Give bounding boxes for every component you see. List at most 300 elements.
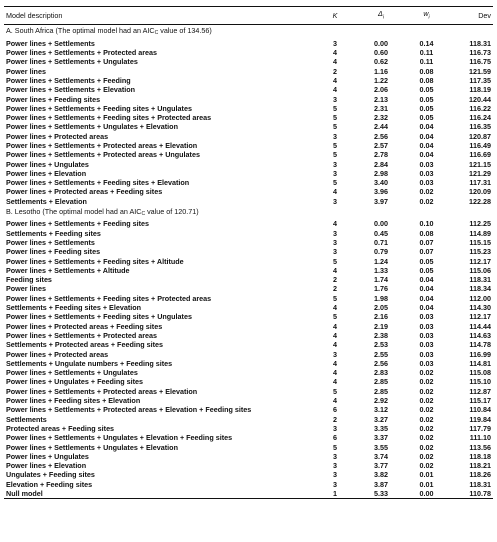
header-deviance: Dev	[449, 7, 493, 25]
deviance-cell: 112.87	[469, 386, 491, 396]
weight-cell: 0.08	[419, 228, 434, 238]
table-row	[4, 470, 493, 479]
delta-cell: 2.05	[374, 303, 388, 313]
k-cell: 4	[333, 358, 337, 368]
delta-cell: 3.27	[374, 414, 388, 424]
table-row	[4, 141, 493, 150]
deviance-cell: 110.84	[469, 405, 491, 415]
delta-cell: 2.44	[374, 122, 388, 132]
delta-cell: 1.98	[374, 293, 388, 303]
deviance-cell: 116.49	[469, 141, 491, 150]
delta-cell: 1.24	[374, 256, 388, 266]
model-description-cell: Power lines + Protected areas + Feeding sites	[6, 187, 163, 197]
k-cell: 2	[333, 66, 337, 76]
model-description-cell: Power lines + Settlements + Ungulates + Elevation	[6, 442, 178, 452]
weight-cell: 0.07	[419, 237, 434, 247]
k-cell: 6	[333, 405, 337, 415]
section-header-row	[4, 206, 493, 219]
table-row	[4, 480, 493, 489]
deviance-cell: 117.79	[469, 423, 491, 433]
table-row	[4, 39, 493, 48]
weight-cell: 0.03	[419, 330, 434, 340]
weight-cell: 0.07	[419, 247, 434, 257]
deviance-cell: 121.15	[469, 159, 491, 169]
delta-cell: 3.77	[374, 461, 388, 471]
k-cell: 4	[333, 396, 337, 406]
table-row	[4, 405, 493, 414]
weight-cell: 0.05	[419, 113, 434, 123]
table-row	[4, 132, 493, 141]
deviance-cell: 112.17	[469, 312, 491, 322]
k-cell: 2	[333, 414, 337, 424]
deviance-cell: 114.89	[469, 228, 491, 238]
delta-cell: 2.83	[374, 368, 388, 378]
delta-cell: 1.22	[374, 75, 388, 85]
table-row	[4, 359, 493, 368]
section-title-subscript: C	[141, 211, 146, 218]
delta-cell: 2.84	[374, 159, 388, 169]
header-delta: $\Delta_i$	[358, 7, 404, 25]
weight-cell: 0.03	[419, 358, 434, 368]
table-row	[4, 219, 493, 228]
k-cell: 2	[333, 284, 337, 294]
deviance-cell: 112.00	[469, 293, 491, 303]
delta-cell: 0.60	[374, 48, 388, 58]
k-cell: 3	[333, 131, 337, 141]
deviance-cell: 114.63	[469, 330, 491, 340]
table-header-row	[4, 7, 493, 25]
weight-cell: 0.02	[419, 433, 434, 443]
table-body	[4, 25, 493, 499]
deviance-cell: 116.22	[469, 103, 491, 113]
k-cell: 4	[333, 340, 337, 350]
k-cell: 3	[333, 461, 337, 471]
weight-cell: 0.04	[419, 275, 434, 285]
deviance-cell: 114.78	[469, 340, 491, 350]
model-description-cell: Power lines + Settlements + Feeding sites + Ungulates	[6, 312, 192, 322]
weight-cell: 0.11	[419, 48, 434, 58]
table-row	[4, 229, 493, 238]
deviance-cell: 116.73	[469, 48, 491, 58]
delta-cell: 2.16	[374, 312, 388, 322]
deviance-cell: 120.87	[469, 131, 491, 141]
weight-cell: 0.03	[419, 178, 434, 188]
k-cell: 3	[333, 196, 337, 206]
table-row	[4, 266, 493, 275]
model-description-cell: Elevation + Feeding sites	[6, 479, 93, 489]
model-description-cell: Power lines + Settlements + Ungulates	[6, 57, 138, 67]
k-cell: 3	[333, 479, 337, 489]
k-cell: 4	[333, 219, 337, 229]
weight-cell: 0.02	[419, 451, 434, 461]
k-cell: 5	[333, 293, 337, 303]
k-cell: 4	[333, 377, 337, 387]
model-description-cell: Power lines	[6, 284, 46, 294]
weight-cell: 0.05	[419, 85, 434, 95]
k-cell: 4	[333, 265, 337, 275]
k-cell: 3	[333, 349, 337, 359]
delta-cell: 2.56	[374, 131, 388, 141]
weight-cell: 0.03	[419, 159, 434, 169]
table-row	[4, 178, 493, 187]
deviance-cell: 117.31	[469, 178, 491, 188]
k-cell: 3	[333, 228, 337, 238]
table-row	[4, 85, 493, 94]
table-row	[4, 275, 493, 284]
delta-cell: 2.92	[374, 396, 388, 406]
delta-cell: 0.79	[374, 247, 388, 257]
delta-cell: 3.12	[374, 405, 388, 415]
weight-cell: 0.01	[419, 479, 434, 489]
table-row	[4, 452, 493, 461]
model-description-cell: Power lines + Settlements + Feeding	[6, 75, 131, 85]
k-cell: 1	[312, 489, 358, 499]
table-row	[4, 424, 493, 433]
weight-cell: 0.08	[419, 75, 434, 85]
weight-cell: 0.04	[419, 131, 434, 141]
table-row	[4, 238, 493, 247]
deviance-cell: 118.21	[469, 461, 491, 471]
deviance-cell: 119.84	[469, 414, 491, 424]
model-description-cell: Settlements + Elevation	[6, 196, 87, 206]
deviance-cell: 111.10	[469, 433, 491, 443]
k-cell: 6	[333, 433, 337, 443]
deviance-cell: 115.08	[469, 368, 491, 378]
weight-cell: 0.02	[419, 368, 434, 378]
delta-cell: 2.85	[374, 386, 388, 396]
weight-cell: 0.04	[419, 141, 434, 150]
section-title-suffix: value of 120.71)	[145, 207, 199, 217]
deviance-cell: 116.24	[469, 113, 491, 123]
k-cell: 4	[333, 368, 337, 378]
deviance-cell: 116.99	[469, 349, 491, 359]
k-cell: 4	[333, 85, 337, 95]
model-description-cell: Power lines + Settlements + Protected areas + Elevation	[6, 386, 198, 396]
table-row	[4, 368, 493, 377]
deviance-cell: 113.56	[469, 442, 491, 452]
weight-cell: 0.10	[419, 219, 434, 229]
delta-cell: 2.57	[374, 141, 388, 150]
weight-cell: 0.02	[419, 423, 434, 433]
k-cell: 5	[333, 103, 337, 113]
k-cell: 3	[333, 94, 337, 104]
table-row	[4, 489, 493, 499]
section-title	[4, 206, 493, 219]
k-cell: 5	[333, 178, 337, 188]
deviance-cell: 118.19	[469, 85, 491, 95]
weight-cell: 0.05	[419, 256, 434, 266]
k-cell: 4	[333, 48, 337, 58]
delta-cell: 2.56	[374, 358, 388, 368]
deviance-cell: 116.35	[469, 122, 491, 132]
k-cell: 3	[333, 159, 337, 169]
weight-cell: 0.02	[419, 377, 434, 387]
k-cell: 3	[333, 168, 337, 178]
table-row	[4, 76, 493, 85]
section-title-subscript: C	[154, 30, 159, 37]
deviance-cell: 118.26	[469, 470, 491, 480]
k-cell: 2	[333, 275, 337, 285]
model-description-cell: Power lines + Settlements + Feeding sites + Altitude	[6, 256, 184, 266]
deviance-cell: 114.44	[469, 321, 491, 331]
delta-cell: 2.38	[374, 330, 388, 340]
deviance-cell: 118.31	[469, 38, 491, 48]
delta-cell: 5.33	[358, 489, 404, 499]
deviance-cell: 115.06	[469, 265, 491, 275]
table-row	[4, 396, 493, 405]
model-description-cell: Power lines + Feeding sites + Elevation	[6, 396, 141, 406]
weight-cell: 0.02	[419, 461, 434, 471]
delta-cell: 2.19	[374, 321, 388, 331]
model-description-cell: Power lines + Ungulates	[6, 451, 89, 461]
weight-cell: 0.04	[419, 150, 434, 160]
header-k: K	[312, 7, 358, 25]
model-description-cell: Power lines	[6, 66, 46, 76]
model-description-cell: Power lines + Settlements + Ungulates	[6, 368, 138, 378]
model-selection-table	[4, 6, 493, 499]
model-description-cell: Power lines + Settlements + Ungulates + Elevation	[6, 122, 178, 132]
delta-cell: 0.00	[374, 38, 388, 48]
deviance-cell: 118.18	[469, 451, 491, 461]
deviance-cell: 115.17	[469, 396, 491, 406]
deviance-cell: 110.78	[449, 489, 493, 499]
model-description-cell: Power lines + Protected areas	[6, 131, 109, 141]
model-description-cell: Power lines + Settlements + Protected areas	[6, 48, 158, 58]
model-description-cell: Power lines + Settlements + Protected areas + Elevation	[6, 141, 198, 150]
deviance-cell: 120.09	[469, 187, 491, 197]
delta-cell: 0.62	[374, 57, 388, 67]
delta-cell: 2.85	[374, 377, 388, 387]
model-description-cell: Power lines + Feeding sites	[6, 94, 101, 104]
delta-cell: 0.45	[374, 228, 388, 238]
model-description-cell: Power lines + Settlements + Protected areas + Ungulates	[6, 150, 200, 160]
weight-cell: 0.02	[419, 396, 434, 406]
table-row	[4, 257, 493, 266]
delta-cell: 2.13	[374, 94, 388, 104]
deviance-cell: 116.75	[469, 57, 491, 67]
model-description-cell: Power lines + Settlements + Feeding sites + Protected areas	[6, 113, 212, 123]
delta-cell: 3.55	[374, 442, 388, 452]
model-description-cell: Settlements + Protected areas + Feeding sites	[6, 340, 163, 350]
model-description-cell: Power lines + Feeding sites	[6, 247, 101, 257]
delta-cell: 2.53	[374, 340, 388, 350]
delta-cell: 1.16	[374, 66, 388, 76]
table-row	[4, 377, 493, 386]
table-row	[4, 340, 493, 349]
weight-cell: 0.04	[419, 293, 434, 303]
delta-cell: 2.31	[374, 103, 388, 113]
weight-cell: 0.11	[419, 57, 434, 67]
model-description-cell: Ungulates + Feeding sites	[6, 470, 95, 480]
table-row	[4, 443, 493, 452]
deviance-cell: 118.31	[469, 479, 491, 489]
table-row	[4, 461, 493, 470]
table-row	[4, 122, 493, 131]
deviance-cell: 114.30	[469, 303, 491, 313]
table-row	[4, 187, 493, 196]
model-description-cell: Settlements + Ungulate numbers + Feeding sites	[6, 358, 173, 368]
k-cell: 3	[333, 38, 337, 48]
weight-cell: 0.03	[419, 321, 434, 331]
table-row	[4, 150, 493, 159]
weight-cell: 0.03	[419, 312, 434, 322]
deviance-cell: 114.81	[469, 358, 491, 368]
model-description-cell: Power lines + Settlements + Protected areas	[6, 330, 158, 340]
delta-cell: 2.32	[374, 113, 388, 123]
k-cell: 3	[333, 470, 337, 480]
model-description-cell: Power lines + Ungulates + Feeding sites	[6, 377, 144, 387]
table-row	[4, 197, 493, 206]
delta-cell: 0.00	[374, 219, 388, 229]
model-description-cell: Power lines + Settlements + Protected areas + Elevation + Feeding sites	[6, 405, 252, 415]
weight-cell: 0.05	[419, 94, 434, 104]
weight-cell: 0.01	[419, 470, 434, 480]
deviance-cell: 118.34	[469, 284, 491, 294]
k-cell: 3	[333, 247, 337, 257]
delta-cell: 2.06	[374, 85, 388, 95]
delta-cell: 3.35	[374, 423, 388, 433]
weight-cell: 0.03	[419, 349, 434, 359]
model-description-cell: Settlements + Feeding sites + Elevation	[6, 303, 142, 313]
delta-cell: 1.76	[374, 284, 388, 294]
weight-cell: 0.02	[419, 442, 434, 452]
table-row	[4, 294, 493, 303]
delta-cell: 2.55	[374, 349, 388, 359]
table-row	[4, 415, 493, 424]
delta-cell: 3.96	[374, 187, 388, 197]
k-cell: 3	[333, 451, 337, 461]
model-description-cell: Settlements + Feeding sites	[6, 228, 101, 238]
section-header-row	[4, 25, 493, 39]
k-cell: 4	[333, 75, 337, 85]
header-model: Model description	[4, 7, 312, 25]
model-description-cell: Power lines + Elevation	[6, 168, 87, 178]
table-row	[4, 303, 493, 312]
delta-cell: 3.97	[374, 196, 388, 206]
table-row	[4, 433, 493, 442]
k-cell: 4	[333, 187, 337, 197]
deviance-cell: 122.28	[469, 196, 491, 206]
model-description-cell: Power lines + Settlements + Feeding sites	[6, 219, 150, 229]
deviance-cell: 115.15	[469, 237, 491, 247]
delta-cell: 3.37	[374, 433, 388, 443]
delta-cell: 2.98	[374, 168, 388, 178]
k-cell: 5	[333, 312, 337, 322]
k-cell: 5	[333, 256, 337, 266]
model-description-cell: Settlements	[6, 414, 47, 424]
table-row	[4, 387, 493, 396]
model-description-cell: Power lines + Protected areas	[6, 349, 109, 359]
weight-cell: 0.04	[419, 303, 434, 313]
table-row	[4, 169, 493, 178]
k-cell: 3	[333, 237, 337, 247]
deviance-cell: 112.17	[469, 256, 491, 266]
deviance-cell: 115.10	[469, 377, 491, 387]
table-row	[4, 284, 493, 293]
deviance-cell: 121.29	[469, 168, 491, 178]
deviance-cell: 120.44	[469, 94, 491, 104]
table-row	[4, 247, 493, 256]
table-row	[4, 331, 493, 340]
weight-cell: 0.02	[419, 405, 434, 415]
k-cell: 4	[333, 57, 337, 67]
weight-cell: 0.05	[419, 265, 434, 275]
model-description-cell: Power lines + Elevation	[6, 461, 87, 471]
k-cell: 5	[333, 141, 337, 150]
model-description-cell: Power lines + Settlements + Elevation	[6, 85, 136, 95]
model-description-cell: Power lines + Settlements + Feeding sites + Ungulates	[6, 103, 192, 113]
table-row	[4, 322, 493, 331]
section-title-suffix: value of 134.56)	[158, 26, 212, 36]
k-cell: 5	[333, 113, 337, 123]
table-row	[4, 350, 493, 359]
weight-cell: 0.02	[419, 196, 434, 206]
model-description-cell: Protected areas + Feeding sites	[6, 423, 115, 433]
model-description-cell: Power lines + Settlements	[6, 237, 95, 247]
delta-cell: 0.71	[374, 237, 388, 247]
model-description-cell: Power lines + Settlements + Feeding sites + Elevation	[6, 178, 190, 188]
model-description-cell: Power lines + Protected areas + Feeding sites	[6, 321, 163, 331]
deviance-cell: 121.59	[469, 66, 491, 76]
section-title-text: B. Lesotho (The optimal model had an AIC	[6, 207, 142, 217]
delta-cell: 3.87	[374, 479, 388, 489]
delta-cell: 3.82	[374, 470, 388, 480]
k-cell: 3	[333, 423, 337, 433]
weight-cell: 0.04	[419, 284, 434, 294]
delta-cell: 1.74	[374, 275, 388, 285]
weight-cell: 0.02	[419, 187, 434, 197]
weight-cell: 0.00	[404, 489, 449, 499]
weight-cell: 0.04	[419, 122, 434, 132]
weight-cell: 0.14	[419, 38, 434, 48]
table-row	[4, 113, 493, 122]
delta-cell: 3.74	[374, 451, 388, 461]
k-cell: 5	[333, 386, 337, 396]
weight-cell: 0.03	[419, 168, 434, 178]
section-title-text: A. South Africa (The optimal model had an AIC	[6, 26, 155, 36]
k-cell: 4	[333, 303, 337, 313]
weight-cell: 0.08	[419, 66, 434, 76]
model-description-cell: Power lines + Ungulates	[6, 159, 89, 169]
model-description-cell: Feeding sites	[6, 275, 52, 285]
deviance-cell: 112.25	[469, 219, 491, 229]
table-row	[4, 57, 493, 66]
section-title	[4, 25, 493, 39]
deviance-cell: 116.69	[469, 150, 491, 160]
k-cell: 4	[333, 330, 337, 340]
delta-cell: 2.78	[374, 150, 388, 160]
model-description-cell: Power lines + Settlements + Ungulates + Elevation + Feeding sites	[6, 433, 233, 443]
model-description-cell: Power lines + Settlements + Altitude	[6, 265, 130, 275]
weight-cell: 0.02	[419, 386, 434, 396]
deviance-cell: 115.23	[469, 247, 491, 257]
table-row	[4, 67, 493, 76]
weight-cell: 0.03	[419, 340, 434, 350]
k-cell: 5	[333, 442, 337, 452]
deviance-cell: 118.31	[469, 275, 491, 285]
delta-cell: 1.33	[374, 265, 388, 275]
k-cell: 5	[333, 150, 337, 160]
weight-cell: 0.02	[419, 414, 434, 424]
delta-cell: 3.40	[374, 178, 388, 188]
table-row	[4, 48, 493, 57]
model-description-cell: Null model	[4, 489, 312, 499]
table-row	[4, 104, 493, 113]
table-row	[4, 160, 493, 169]
model-description-cell: Power lines + Settlements	[6, 38, 95, 48]
table-row	[4, 312, 493, 321]
k-cell: 4	[333, 321, 337, 331]
